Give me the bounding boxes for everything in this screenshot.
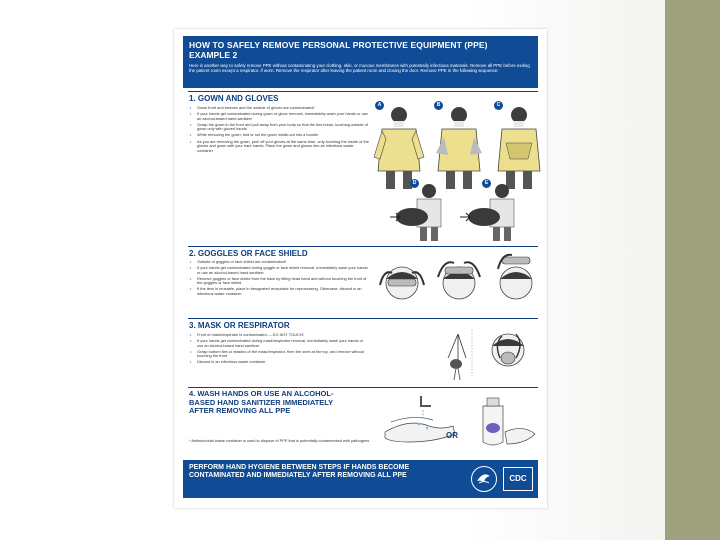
section-4-title: 4. WASH HANDS OR USE AN ALCOHOL-BASED HAND SANITIZER IMMEDIATELY AFTER REMOVING ALL PPE bbox=[189, 389, 334, 416]
list-item: • Grasp the gown in the front and pull away from your body so that the ties break, touching outside of gown only with gloved hands bbox=[190, 123, 370, 132]
handwashing-image bbox=[385, 396, 455, 442]
hand-hygiene-illustration bbox=[379, 392, 539, 454]
poster-title: HOW TO SAFELY REMOVE PERSONAL PROTECTIVE EQUIPMENT (PPE) bbox=[189, 40, 488, 50]
figure-e bbox=[460, 184, 514, 241]
poster-subtitle: EXAMPLE 2 bbox=[189, 50, 238, 60]
slide-side-strip bbox=[665, 0, 720, 540]
section-3-title: 3. MASK OR RESPIRATOR bbox=[189, 321, 290, 330]
section-1-title: 1. GOWN AND GLOVES bbox=[189, 94, 279, 103]
list-item: • If the item is reusable, place in designated receptacle for reprocessing. Otherwise, discard in an infectious waste container bbox=[190, 287, 370, 296]
figure-d bbox=[390, 184, 441, 241]
sanitizer-image bbox=[483, 398, 535, 445]
list-item: • If your hands get contaminated during goggle or face shield removal, immediately wash your hands or use an alcohol-based hand sanitizer bbox=[190, 266, 370, 275]
list-item: • Gown front and sleeves and the outside of gloves are contaminated! bbox=[190, 106, 370, 111]
list-item: • Front of mask/respirator is contaminated — DO NOT TOUCH! bbox=[190, 333, 370, 338]
step-tag-c: C bbox=[494, 101, 503, 110]
poster-footer bbox=[183, 460, 538, 498]
section-divider bbox=[188, 387, 538, 388]
step-tag-b: B bbox=[434, 101, 443, 110]
list-item: • Discard in an infectious waste container bbox=[190, 360, 370, 365]
gown-removal-illustration bbox=[374, 99, 544, 244]
footer-message: PERFORM HAND HYGIENE BETWEEN STEPS IF HANDS BECOME CONTAMINATED AND IMMEDIATELY AFTER REMOVING ALL PPE bbox=[189, 464, 410, 480]
step-tag-e: E bbox=[482, 179, 491, 188]
list-item: • If your hands get contaminated during gown or glove removal, immediately wash your hands or use an alcohol-based hand sanitizer bbox=[190, 112, 370, 121]
step-tag-d: D bbox=[410, 179, 419, 188]
section-divider bbox=[188, 246, 538, 247]
poster-header bbox=[183, 36, 538, 88]
goggles-removal-illustration bbox=[374, 255, 544, 315]
section-2-title: 2. GOGGLES OR FACE SHIELD bbox=[189, 249, 308, 258]
list-item: • While removing the gown, fold or roll the gown inside-out into a bundle bbox=[190, 133, 370, 138]
figure-a bbox=[374, 107, 424, 189]
list-item: • As you are removing the gown, peel off your gloves at the same time, only touching the inside of the gloves and gown with your bare hands. Place the gown and gloves into an infectious waste container bbox=[190, 140, 370, 154]
respirator-removal-illustration bbox=[436, 322, 536, 382]
hhs-eagle-logo-icon bbox=[471, 466, 497, 492]
ppe-poster bbox=[174, 29, 547, 508]
figure-c bbox=[498, 107, 540, 189]
cdc-logo-icon: CDC bbox=[503, 467, 533, 491]
step-tag-a: A bbox=[375, 101, 384, 110]
section-1-bullets bbox=[190, 106, 370, 155]
footnote: * Antimicrobial waste container is used to dispose of PPE that is potentially contaminated with pathogens bbox=[189, 438, 370, 443]
list-item: • Remove goggles or face shield from the back by lifting head band and without touching the front of the goggles or face shield bbox=[190, 277, 370, 286]
list-item: • If your hands get contaminated during mask/respirator removal, immediately wash your hands or use an alcohol-based hand sanitizer bbox=[190, 339, 370, 348]
list-item: • Outside of goggles or face shield are contaminated! bbox=[190, 260, 370, 265]
poster-intro: Here is another way to safely remove PPE without contaminating your clothing, skin, or mucous membranes with potentially infectious materials. Remove all PPE before exiting the patient room except a respirator, if worn. Remove the respirator after leaving the patient room and closing the door. Remove PPE in the following sequence: bbox=[189, 63, 530, 74]
or-label: OR bbox=[446, 431, 458, 440]
section-2-bullets bbox=[190, 260, 370, 298]
section-divider bbox=[188, 318, 538, 319]
list-item: • Grasp bottom ties or elastics of the mask/respirator, then the ones at the top, and remove without touching the front bbox=[190, 350, 370, 359]
figure-b bbox=[436, 107, 482, 189]
section-divider bbox=[188, 91, 538, 92]
section-3-bullets bbox=[190, 333, 370, 367]
